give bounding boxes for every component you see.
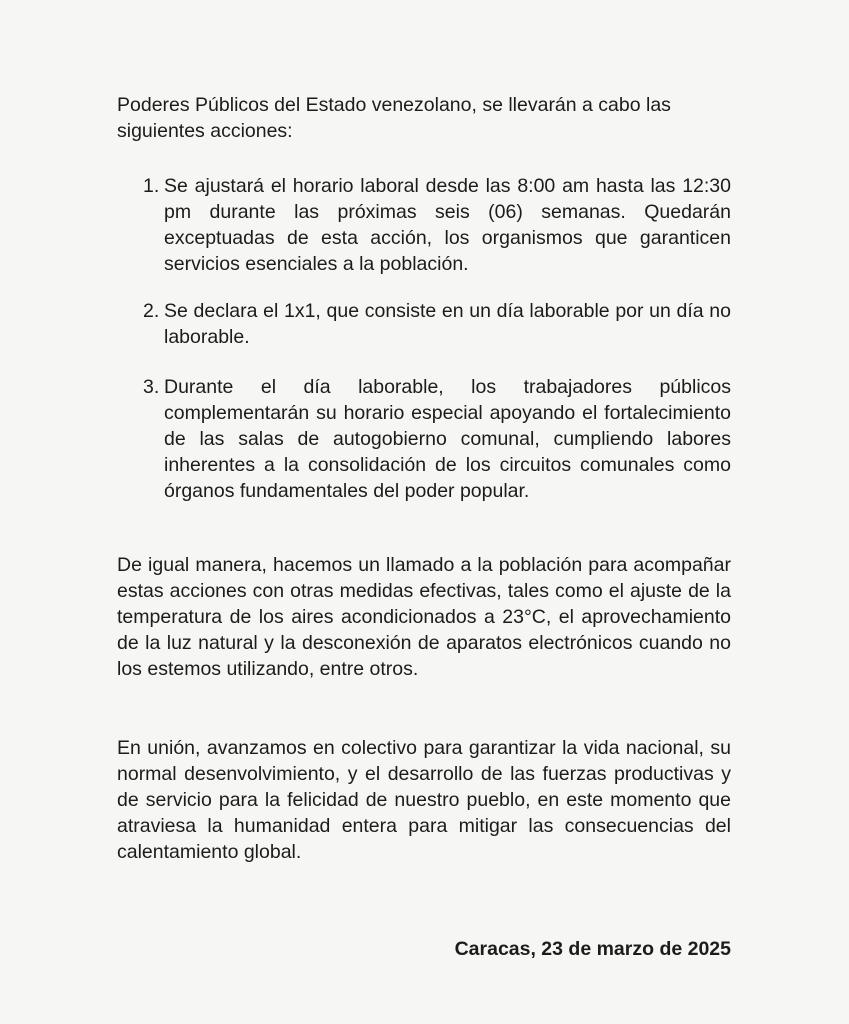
call-to-population-paragraph: De igual manera, hacemos un llamado a la población para acompañar estas acciones con otras medidas efectivas, tales como el ajuste de la temperatura de los aires acondicionados a 23°C, el aprovechamiento de la luz natural y la desconexión de aparatos electrónicos cuando no los estemos utilizando, entre otros. — [117, 554, 731, 680]
closing-paragraph: En unión, avanzamos en colectivo para garantizar la vida nacional, su normal desenvolvimiento, y el desarrollo de las fuerzas productivas y de servicio para la felicidad de nuestro pueblo, en este momento que atraviesa la humanidad entera para mitigar las consecuencias del calentamiento global. — [117, 737, 731, 863]
list-item-number: 1. — [143, 175, 160, 197]
list-item-number: 2. — [143, 300, 160, 322]
list-item-text: Durante el día laborable, los trabajadores públicos complementarán su horario especial apoyando el fortalecimiento de las salas de autogobierno comunal, cumpliendo labores inherentes a la consolidación de los circuitos comunales como órganos fundamentales del poder popular. — [164, 376, 731, 502]
intro-paragraph: Poderes Públicos del Estado venezolano, se llevarán a cabo las siguientes acciones: — [117, 94, 671, 142]
list-item-number: 3. — [143, 376, 160, 398]
list-item-text: Se ajustará el horario laboral desde las 8:00 am hasta las 12:30 pm durante las próximas seis (06) semanas. Quedarán exceptuadas de esta acción, los organismos que garanticen servicios esenciales a la población. — [164, 175, 731, 275]
list-item-text: Se declara el 1x1, que consiste en un día laborable por un día no laborable. — [164, 300, 731, 348]
signature-date: Caracas, 23 de marzo de 2025 — [454, 938, 731, 960]
